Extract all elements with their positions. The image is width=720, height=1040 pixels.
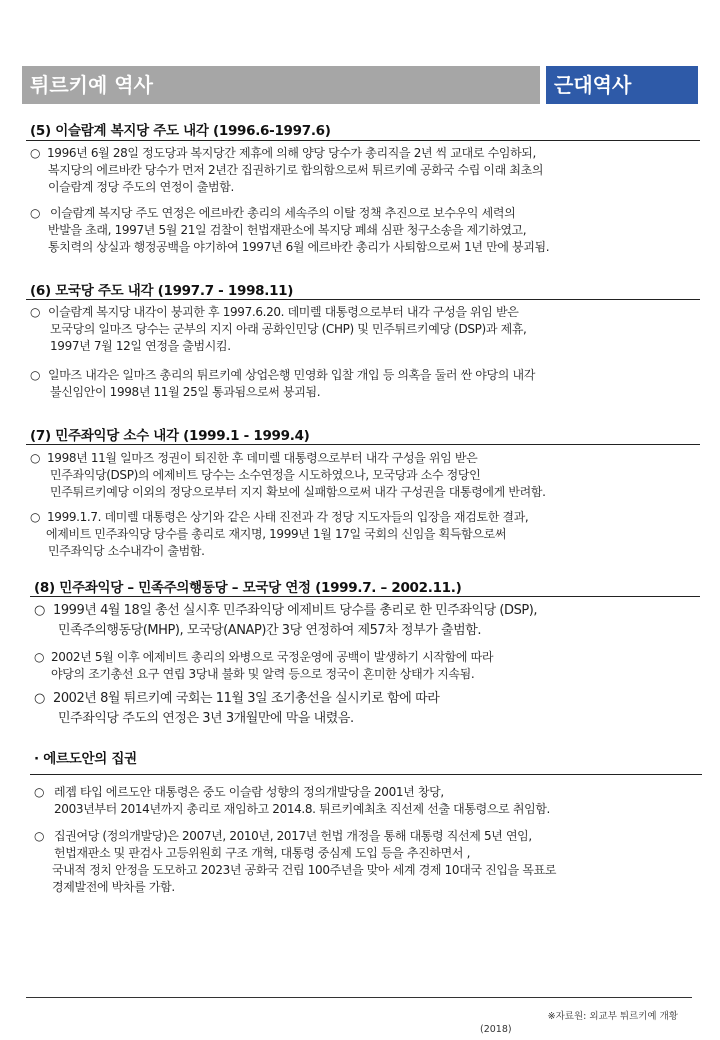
- section-rule-5: [26, 140, 700, 141]
- list-item: ○ 이슬람계 복지당 주도 연정은 에르바칸 총리의 세속주의 이탈 정책 추진으로 보수우익 세력의 반발을 초래, 1997년 5월 21일 검찰이 헌법재판소에 복지당 폐쇄 심판 청구소송을 제기하였고, 통치력의 상실과 행정공백을 야기하여 1997년 6월 에르바칸 총리가 사퇴함으로써 1년 만에 붕괴됨.: [30, 206, 550, 254]
- bullet-marker: ○: [34, 603, 45, 618]
- bullet-marker: ○: [34, 650, 45, 664]
- list-item: ○ 1999년 4월 18일 총선 실시후 민주좌익당 에제비트 당수를 총리로 한 민주좌익당 (DSP), 민족주의행동당(MHP), 모국당(ANAP)간 3당 연정하여 제57차 정부가 출범함.: [34, 603, 538, 638]
- list-item: ○ 1999.1.7. 데미렐 대통령은 상기와 같은 사태 진전과 각 정당 지도자들의 입장을 재검토한 결과, 에제비트 민주좌익당 당수를 총리로 재지명, 1999년 1월 17일 국회의 신임을 획득함으로써 민주좌익당 소수내각이 출범함.: [30, 510, 529, 558]
- section-title-7: (7) 민주좌익당 소수 내각 (1999.1 - 1999.4): [30, 428, 310, 444]
- page-header: [22, 66, 698, 104]
- list-item: ○ 1998년 11월 일마즈 정권이 퇴진한 후 데미렐 대통령으로부터 내각 구성을 위임 받은 민주좌익당(DSP)의 에제비트 당수는 소수연정을 시도하였으나, 모국당과 소수 정당인 민주튀르키예당 이외의 정당으로부터 지지 확보에 실패함으로써 내각 구성권을 대통령에게 반려함.: [30, 451, 546, 499]
- list-item: ○ 2002년 5월 이후 에제비트 총리의 와병으로 국정운영에 공백이 발생하기 시작함에 따라 야당의 조기총선 요구 연립 3당내 불화 및 알력 등으로 정국이 혼미한 상태가 지속됨.: [34, 650, 494, 681]
- list-item: ○ 1996년 6월 28일 정도당과 복지당간 제휴에 의해 양당 당수가 총리직을 2년 씩 교대로 수임하되, 복지당의 에르바칸 당수가 먼저 2년간 집권하기로 합의함으로써 튀르키예 공화국 수립 이래 최초의 이슬람계 정당 주도의 연정이 출범함.: [30, 146, 544, 194]
- section-rule-7: [26, 444, 700, 445]
- bullet-marker: ○: [30, 510, 41, 524]
- source-year: (2018): [480, 1024, 512, 1035]
- list-item: ○ 집권여당 (정의개발당)은 2007년, 2010년, 2017년 헌법 개정을 통해 대통령 직선제 5년 연임, 헌법재판소 및 판검사 고등위원회 구조 개혁, 대통령 중심제 도입 등을 추진하면서 , 국내적 정치 안정을 도모하고 2023년 공화국 건립 100주년을 맞아 세계 경제 10대국 진입을 목표로 경제발전에 박차를 가함.: [34, 829, 557, 894]
- footer-rule: [26, 997, 692, 998]
- section-rule-6: [26, 299, 700, 300]
- section-title-5: (5) 이슬람계 복지당 주도 내각 (1996.6-1997.6): [30, 123, 331, 139]
- bullet-marker: ○: [30, 451, 41, 465]
- bullet-marker: ○: [30, 206, 41, 220]
- list-item: ○ 레젭 타입 에르도안 대통령은 중도 이슬람 성향의 정의개발당을 2001년 창당, 2003년부터 2014년까지 총리로 재임하고 2014.8. 튀르키예최초 직선제 선출 대통령으로 취임함.: [34, 785, 551, 816]
- bullet-marker: ○: [34, 829, 45, 843]
- list-item: ○ 일마즈 내각은 일마즈 총리의 튀르키예 상업은행 민영화 입찰 개입 등 의혹을 둘러 싼 야당의 내각 불신임안이 1998년 11월 25일 통과됨으로써 붕괴됨.: [30, 368, 535, 399]
- bullet-marker: ○: [34, 691, 45, 706]
- section-rule-erdogan: [30, 774, 702, 775]
- bullet-marker: ○: [30, 305, 41, 319]
- bullet-marker: ○: [30, 368, 41, 382]
- page-title: 튀르키예 역사: [22, 66, 540, 104]
- bullet-marker: ○: [34, 785, 45, 799]
- section-title-8: (8) 민주좌익당 – 민족주의행동당 – 모국당 연정 (1999.7. – 2002.11.): [34, 580, 462, 596]
- section-title-erdogan: · 에르도안의 집권: [34, 751, 137, 767]
- bullet-marker: ○: [30, 146, 41, 160]
- source-note: ※자료원: 외교부 튀르키예 개황: [547, 1011, 678, 1022]
- section-title-6: (6) 모국당 주도 내각 (1997.7 - 1998.11): [30, 283, 294, 299]
- category-badge: 근대역사: [546, 66, 698, 104]
- section-rule-8: [30, 596, 700, 597]
- list-item: ○ 2002년 8월 튀르키예 국회는 11월 3일 조기총선을 실시키로 함에 따라 민주좌익당 주도의 연정은 3년 3개월만에 막을 내렸음.: [34, 691, 440, 726]
- list-item: ○ 이슬람계 복지당 내각이 붕괴한 후 1997.6.20. 데미렐 대통령으로부터 내각 구성을 위임 받은 모국당의 일마즈 당수는 군부의 지지 아래 공화인민당 (CHP) 및 민주튀르키예당 (DSP)과 제휴, 1997년 7월 12일 연정을 출범시킴.: [30, 305, 527, 353]
